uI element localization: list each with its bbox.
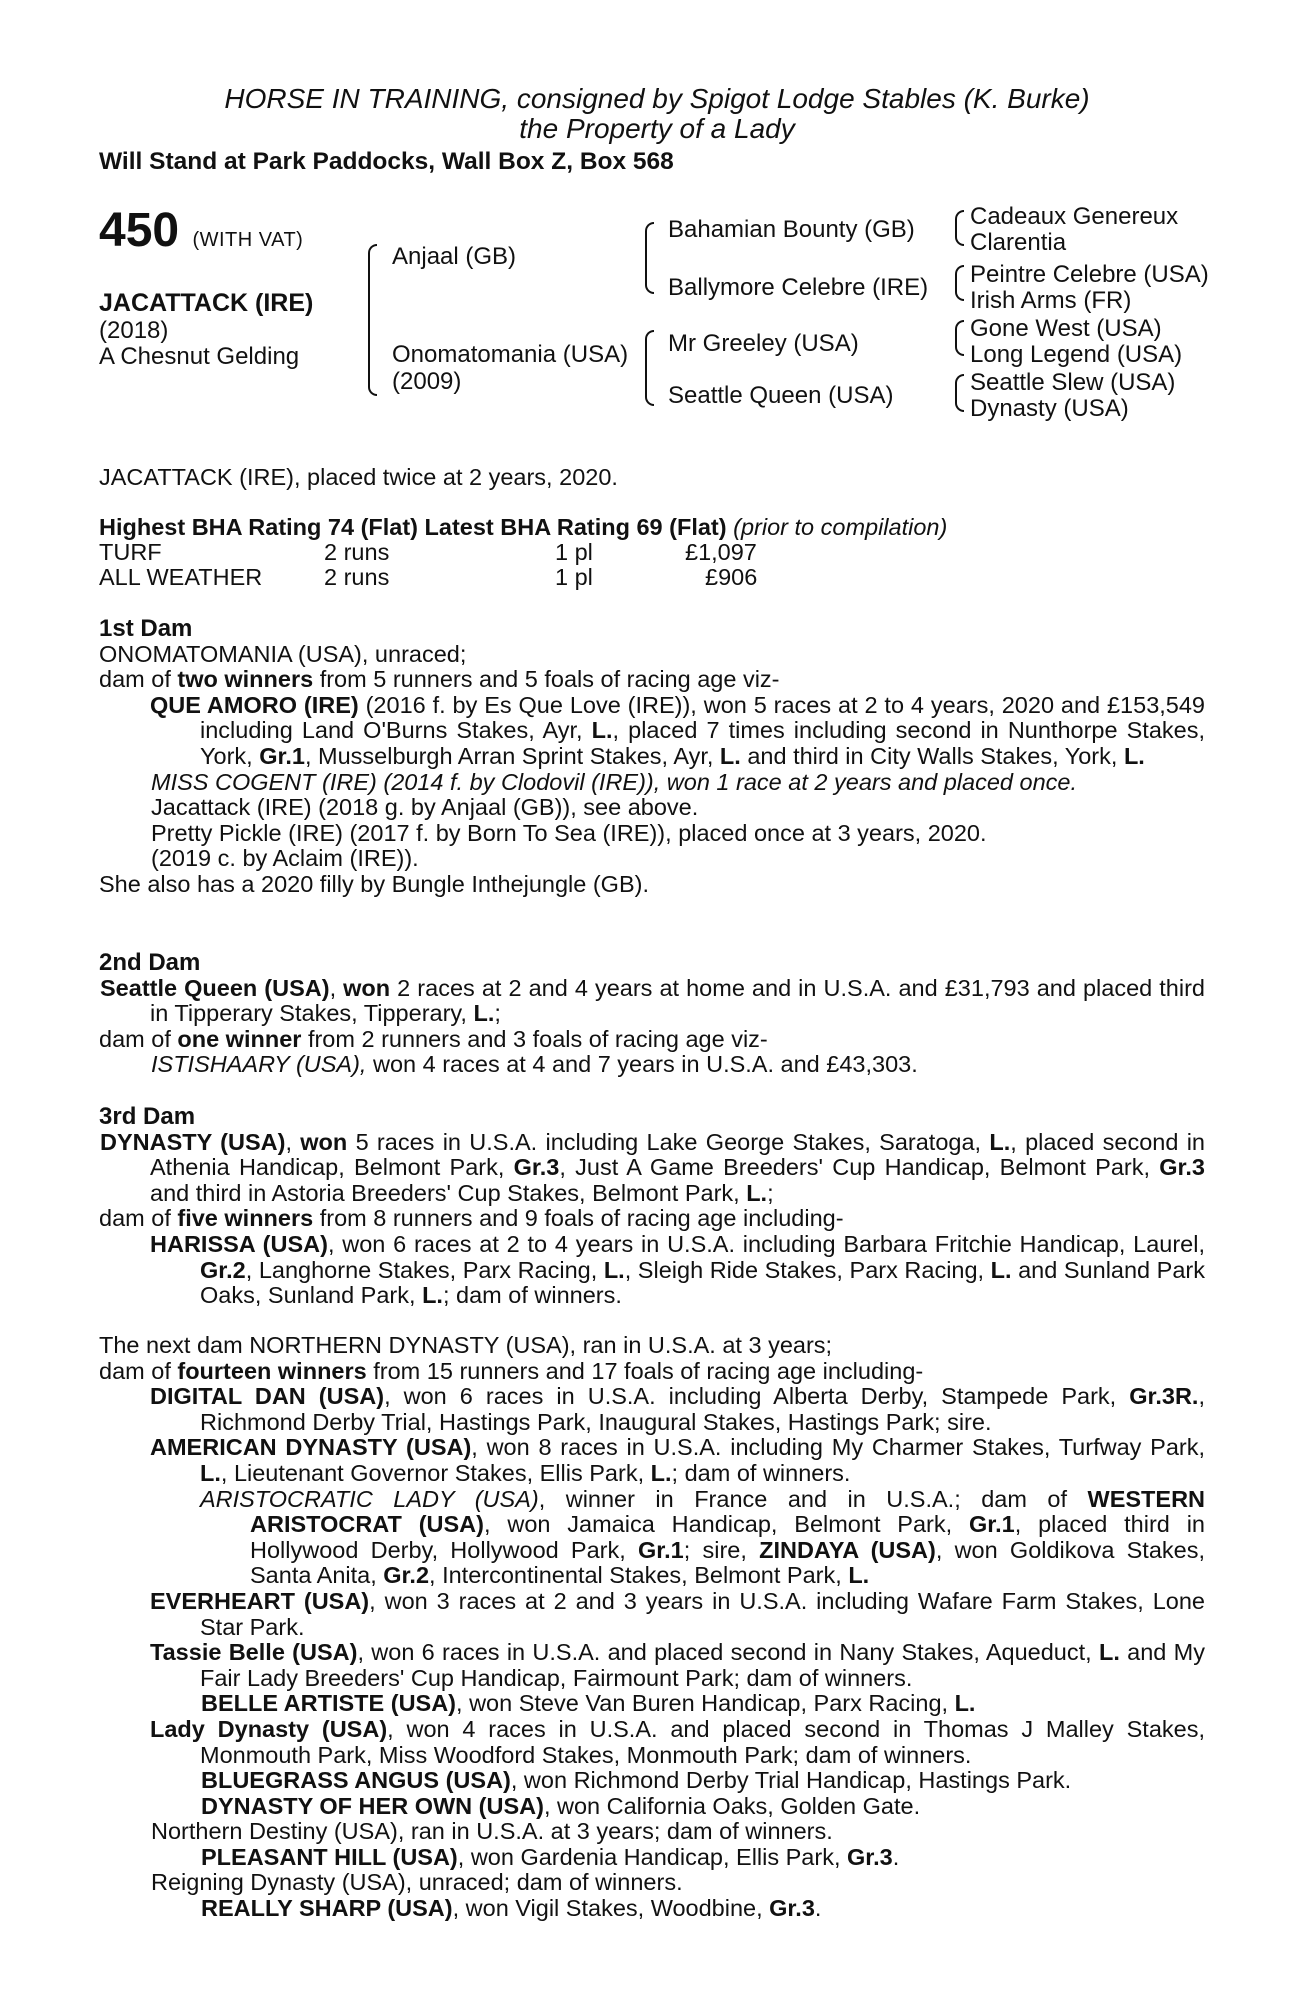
property-line: the Property of a Lady <box>519 113 795 144</box>
dam-record: Seattle Queen (USA), won 2 races at 2 and 4 years at home and in U.S.A. and £31,793 and placed third in Tipperary Stakes, Tipperary, L.; <box>100 974 1205 1027</box>
pedigree-dam: Onomatomania (USA) <box>392 341 629 368</box>
stats-surface: ALL WEATHER <box>99 564 263 590</box>
pedigree-dam-year: (2009) <box>392 368 462 395</box>
rating-line <box>99 515 947 541</box>
stats-row-all-weather <box>99 565 799 591</box>
produce-belle-artiste: BELLE ARTISTE (USA), won Steve Van Buren Handicap, Parx Racing, L. <box>201 1690 976 1717</box>
pedigree-brace-3b <box>955 265 964 301</box>
produce-pretty-pickle: Pretty Pickle (IRE) (2017 f. by Born To Sea (IRE)), placed once at 3 years, 2020. <box>151 819 987 846</box>
dam-produce-line: dam of five winners from 8 runners and 9 foals of racing age including- <box>99 1205 844 1232</box>
stats-placed: 1 pl <box>555 564 593 590</box>
produce-istishaary: ISTISHAARY (USA), won 4 races at 4 and 7 years in U.S.A. and £43,303. <box>151 1051 918 1078</box>
horse-year: (2018) <box>99 317 169 344</box>
second-dam-section <box>99 950 1205 1078</box>
horse-description: A Chesnut Gelding <box>99 343 300 370</box>
horse-name: JACATTACK (IRE) <box>99 289 314 317</box>
pedigree-brace-2b <box>645 330 654 406</box>
pedigree-brace-3d <box>955 374 964 412</box>
lot-number <box>99 205 303 266</box>
next-dam-line: The next dam NORTHERN DYNASTY (USA), ran in U.S.A. at 3 years; <box>99 1332 833 1358</box>
pedigree-ssd: Clarentia <box>970 229 1067 256</box>
section-heading: 1st Dam <box>99 615 193 642</box>
produce-2019-colt: (2019 c. by Aclaim (IRE)). <box>151 845 419 872</box>
produce-northern-destiny: Northern Destiny (USA), ran in U.S.A. at 3 years; dam of winners. <box>151 1818 833 1845</box>
pedigree-dam-dam: Seattle Queen (USA) <box>668 382 894 409</box>
consignor-line: HORSE IN TRAINING, consigned by Spigot Lodge Stables (K. Burke) <box>224 83 1090 114</box>
produce-everheart: EVERHEART (USA), won 3 races at 2 and 3 years in U.S.A. including Wafare Farm Stakes, Lone Star Park. <box>150 1587 1206 1640</box>
dam-produce-line: dam of two winners from 5 runners and 5 foals of racing age viz- <box>99 666 780 693</box>
lot-number-value: 450 <box>99 204 180 257</box>
produce-dynasty-of-her-own: DYNASTY OF HER OWN (USA), won California Oaks, Golden Gate. <box>201 1792 921 1819</box>
pedigree-sire-dam: Ballymore Celebre (IRE) <box>668 274 929 301</box>
produce-reigning-dynasty: Reigning Dynasty (USA), unraced; dam of winners. <box>151 1869 683 1896</box>
produce-tassie-belle: Tassie Belle (USA), won 6 races in U.S.A. and placed second in Nany Stakes, Aqueduct, L. and My Fair Lady Breeders' Cup Handicap, Fairmount Park; dam of winners. <box>150 1639 1206 1691</box>
pedigree-brace-2a <box>645 222 654 294</box>
stats-prize: £906 <box>705 564 758 590</box>
pedigree-dss: Gone West (USA) <box>970 315 1162 342</box>
pedigree-sire: Anjaal (GB) <box>392 243 517 270</box>
pedigree-dds: Seattle Slew (USA) <box>970 369 1176 396</box>
pedigree-sdd: Irish Arms (FR) <box>970 287 1132 314</box>
produce-pleasant-hill: PLEASANT HILL (USA), won Gardenia Handicap, Ellis Park, Gr.3. <box>201 1843 900 1870</box>
pedigree-brace-3c <box>955 320 964 356</box>
pedigree-sss: Cadeaux Genereux <box>970 203 1179 230</box>
first-dam-section <box>99 616 1205 898</box>
race-summary: JACATTACK (IRE), placed twice at 2 years, 2020. <box>99 464 618 490</box>
stats-surface: TURF <box>99 539 162 565</box>
vat-label: (WITH VAT) <box>192 229 304 251</box>
stats-placed: 1 pl <box>555 539 593 565</box>
stats-runs: 2 runs <box>324 539 390 565</box>
produce-2020-filly: She also has a 2020 filly by Bungle Inthejungle (GB). <box>99 870 649 897</box>
produce-harissa: HARISSA (USA), won 6 races at 2 to 4 years in U.S.A. including Barbara Fritchie Handicap, Laurel, Gr.2, Langhorne Stakes, Parx Racing, L., Sleigh Ride Stakes, Parx Racing, L. and Sunland Park Oaks, Sunland Park, L.; dam of winners. <box>150 1230 1206 1309</box>
rating-note: (prior to compilation) <box>733 514 948 540</box>
section-heading: 2nd Dam <box>99 949 201 976</box>
next-dam-section <box>99 1333 1205 1922</box>
produce-miss-cogent: MISS COGENT (IRE) (2014 f. by Clodovil (IRE)), won 1 race at 2 years and placed once. <box>151 768 1078 795</box>
produce-american-dynasty: AMERICAN DYNASTY (USA), won 8 races in U.S.A. including My Charmer Stakes, Turfway Park, L., Lieutenant Governor Stakes, Ellis Park, L.; dam of winners. <box>150 1434 1205 1486</box>
pedigree-sire-sire: Bahamian Bounty (GB) <box>668 216 915 243</box>
dam-record: DYNASTY (USA), won 5 races in U.S.A. including Lake George Stakes, Saratoga, L., placed second in Athenia Handicap, Belmont Park, Gr.3, Just A Game Breeders' Cup Handicap, Belmont Park, Gr.3 and third in Astoria Breeders' Cup Stakes, Belmont Park, L.; <box>100 1128 1205 1206</box>
dam-produce-line: dam of fourteen winners from 15 runners and 17 foals of racing age including- <box>99 1357 924 1384</box>
pedigree-ddd: Dynasty (USA) <box>970 395 1129 422</box>
pedigree-dam-sire: Mr Greeley (USA) <box>668 330 859 357</box>
stabling-line: Will Stand at Park Paddocks, Wall Box Z, Box 568 <box>99 148 674 175</box>
produce-jacattack: Jacattack (IRE) (2018 g. by Anjaal (GB)), see above. <box>151 794 699 821</box>
produce-lady-dynasty: Lady Dynasty (USA), won 4 races in U.S.A. and placed second in Thomas J Malley Stakes, Monmouth Park, Miss Woodford Stakes, Monmouth Park; dam of winners. <box>150 1715 1205 1768</box>
produce-que-amoro: QUE AMORO (IRE) (2016 f. by Es Que Love (IRE)), won 5 races at 2 to 4 years, 2020 and £153,549 including Land O'Burns Stakes, Ayr, L., placed 7 times including second in Nunthorpe Stakes, York, Gr.1, Musselburgh Arran Sprint Stakes, Ayr, L. and third in City Walls Stakes, York, L. <box>150 691 1205 769</box>
produce-digital-dan: DIGITAL DAN (USA), won 6 races in U.S.A. including Alberta Derby, Stampede Park, Gr.3R., Richmond Derby Trial, Hastings Park, Inaugural Stakes, Hastings Park; sire. <box>150 1383 1205 1435</box>
dam-line: ONOMATOMANIA (USA), unraced; <box>99 640 467 667</box>
stats-runs: 2 runs <box>324 564 390 590</box>
pedigree-sds: Peintre Celebre (USA) <box>970 261 1209 288</box>
produce-really-sharp: REALLY SHARP (USA), won Vigil Stakes, Woodbine, Gr.3. <box>201 1895 822 1922</box>
stats-prize: £1,097 <box>685 539 757 565</box>
dam-produce-line: dam of one winner from 2 runners and 3 foals of racing age viz- <box>99 1025 768 1052</box>
pedigree-dsd: Long Legend (USA) <box>970 341 1183 368</box>
pedigree-brace-1 <box>368 244 377 396</box>
produce-bluegrass-angus: BLUEGRASS ANGUS (USA), won Richmond Derby Trial Handicap, Hastings Park. <box>201 1767 1072 1794</box>
rating-bold: Highest BHA Rating 74 (Flat) Latest BHA Rating 69 (Flat) <box>99 514 727 540</box>
stats-row-turf <box>99 540 799 566</box>
section-heading: 3rd Dam <box>99 1103 196 1130</box>
produce-aristocratic-lady: ARISTOCRATIC LADY (USA), winner in France and in U.S.A.; dam of WESTERN ARISTOCRAT (USA), won Jamaica Handicap, Belmont Park, Gr.1, placed third in Hollywood Derby, Hollywood Park, Gr.1; sire, ZINDAYA (USA), won Goldikova Stakes, Santa Anita, Gr.2, Intercontinental Stakes, Belmont Park, L. <box>200 1485 1206 1589</box>
third-dam-section <box>99 1104 1205 1309</box>
pedigree-brace-3a <box>955 210 964 246</box>
